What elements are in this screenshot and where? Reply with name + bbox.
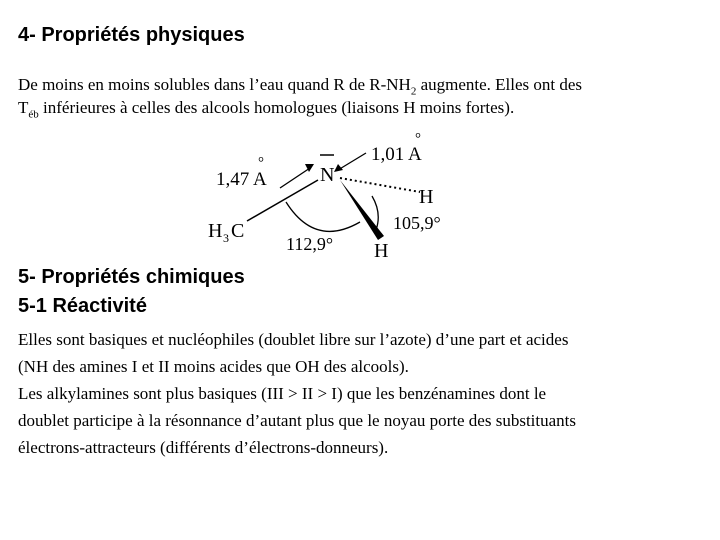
hydrogen-bottom-label: H (374, 240, 389, 262)
teb-subscript: éb (28, 108, 39, 121)
bond-cn-label: 1,47 A (216, 169, 267, 190)
nh2-subscript: 2 (410, 85, 417, 98)
line2-text-b: inférieures à celles des alcools homologues (liaisons H moins fortes). (38, 98, 515, 117)
ch3-sub-label: 3 (223, 231, 229, 245)
bond-cn-ring: ° (258, 155, 264, 171)
angle-large-label: 112,9° (286, 234, 334, 254)
bond-nh-ring: ° (415, 131, 421, 147)
line2-text-a: T (18, 98, 29, 117)
section-5-title: 5- Propriétés chimiques (18, 266, 245, 288)
nitrogen-label: N (320, 164, 335, 186)
line1-text-b: augmente. Elles ont des (416, 75, 583, 94)
section-5-1-subtitle: 5-1 Réactivité (18, 295, 147, 317)
reactivity-line: doublet participe à la résonnance d’autant plus que le noyau porte des substituants (18, 411, 577, 430)
nh-bond-right (340, 178, 420, 192)
angle-arc-large (286, 202, 360, 231)
bond-nh-label: 1,01 A (371, 144, 422, 165)
reactivity-line: (NH des amines I et II moins acides que OH des alcools). (18, 357, 409, 376)
section-4-title: 4- Propriétés physiques (18, 24, 245, 46)
reactivity-line: Elles sont basiques et nucléophiles (doublet libre sur l’azote) d’une part et acides (18, 330, 569, 349)
line1-text-a: De moins en moins solubles dans l’eau quand R de R-NH (18, 75, 411, 94)
angle-small-label: 105,9° (393, 213, 441, 233)
hydrogen-right-label: H (419, 186, 434, 208)
reactivity-text (18, 326, 708, 461)
ch3-c-label: C (231, 220, 245, 242)
ch3-h-label: H (208, 220, 223, 242)
bond-nh-arrow (338, 153, 366, 170)
reactivity-line: Les alkylamines sont plus basiques (III > II > I) que les benzénamines dont le (18, 384, 547, 403)
bond-cn-arrow (280, 168, 310, 188)
reactivity-line: électrons-attracteurs (différents d’électrons-donneurs). (18, 438, 389, 457)
